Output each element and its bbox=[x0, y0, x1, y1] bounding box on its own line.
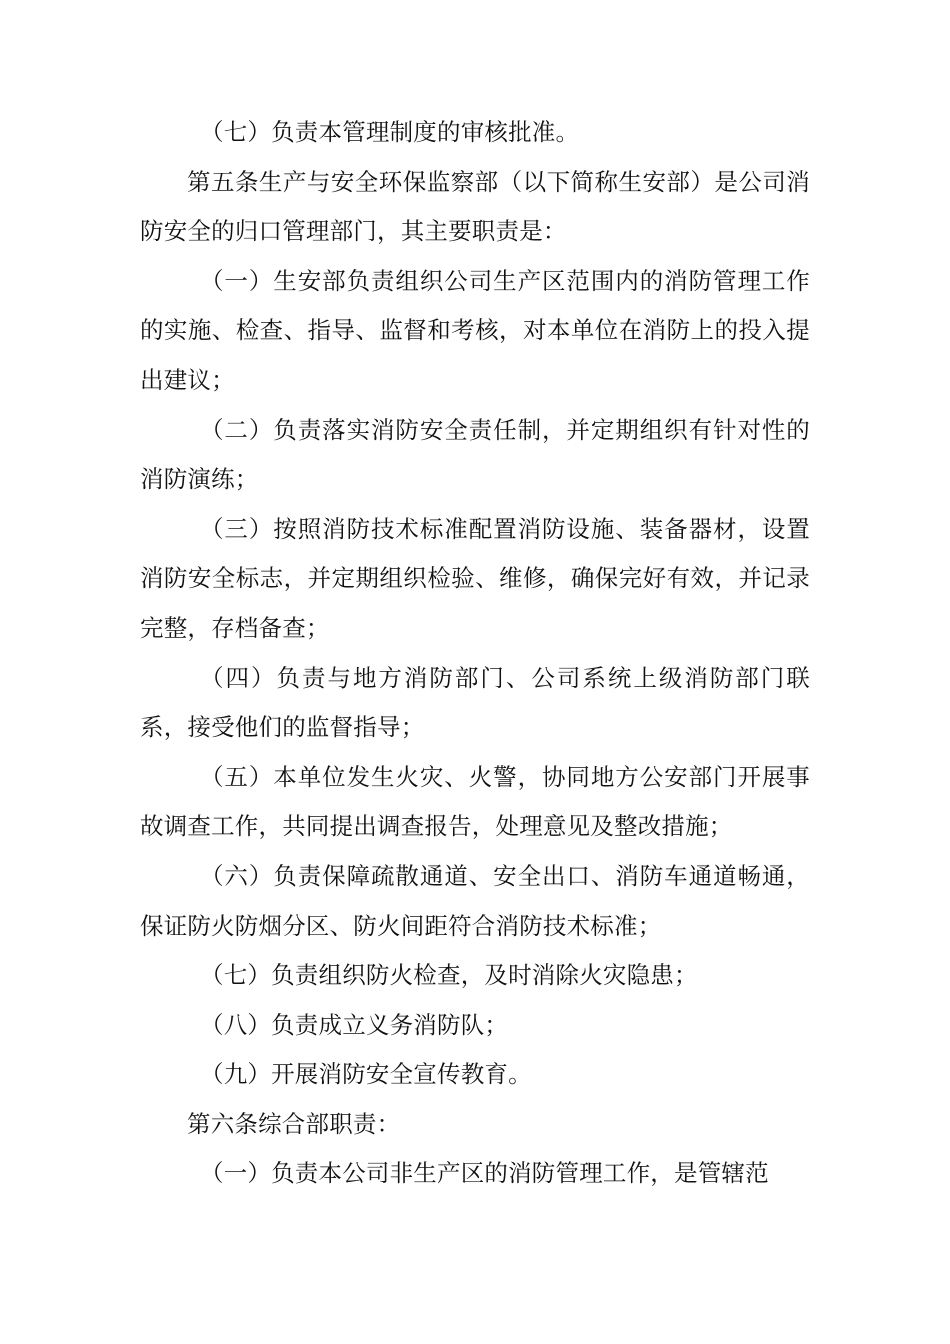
document-body bbox=[140, 108, 810, 1199]
paragraph-item-7-approval: （七）负责本管理制度的审核批准。 bbox=[200, 118, 580, 146]
paragraph-item-4: （四）负责与地方消防部门、公司系统上级消防部门联系，接受他们的监督指导； bbox=[140, 663, 810, 742]
paragraph-item-7: （七）负责组织防火检查，及时消除火灾隐患； bbox=[200, 961, 698, 990]
paragraph-article-5: 第五条生产与安全环保监察部（以下简称生安部）是公司消防安全的归口管理部门，其主要职责是： bbox=[140, 167, 810, 246]
paragraph-item-6: （六）负责保障疏散通道、安全出口、消防车通道畅通，保证防火防烟分区、防火间距符合消防技术标准； bbox=[140, 861, 810, 940]
paragraph-item-8: （八）负责成立义务消防队； bbox=[200, 1010, 509, 1039]
paragraph-item-1: （一）生安部负责组织公司生产区范围内的消防管理工作的实施、检查、指导、监督和考核，对本单位在消防上的投入提出建议； bbox=[140, 266, 810, 394]
paragraph-item-3: （三）按照消防技术标准配置消防设施、装备器材，设置消防安全标志，并定期组织检验、维修，确保完好有效，并记录完整，存档备查； bbox=[140, 514, 810, 642]
paragraph-article-6-item-1: （一）负责本公司非生产区的消防管理工作，是管辖范 bbox=[200, 1159, 769, 1188]
paragraph-article-6: 第六条综合部职责： bbox=[187, 1109, 401, 1138]
paragraph-item-5: （五）本单位发生火灾、火警，协同地方公安部门开展事故调查工作，共同提出调查报告，处理意见及整改措施； bbox=[140, 762, 810, 841]
paragraph-item-2: （二）负责落实消防安全责任制，并定期组织有针对性的消防演练； bbox=[140, 415, 810, 494]
paragraph-item-9: （九）开展消防安全宣传教育。 bbox=[200, 1060, 532, 1089]
